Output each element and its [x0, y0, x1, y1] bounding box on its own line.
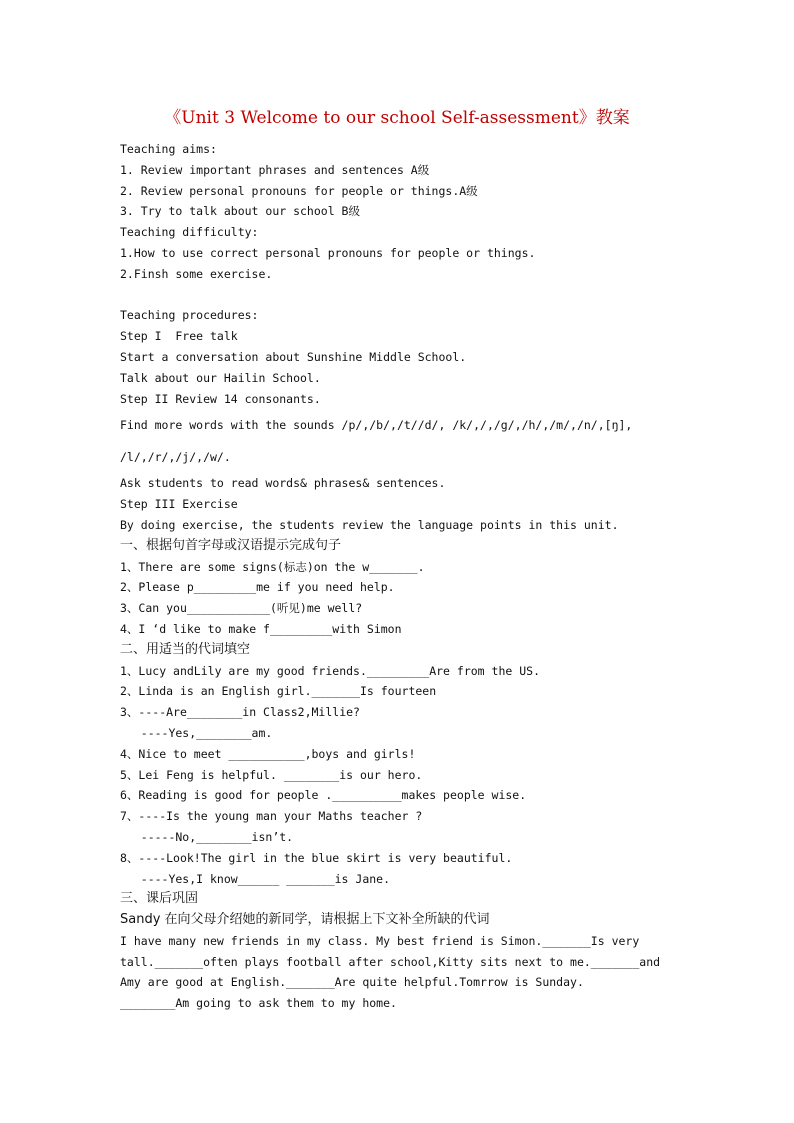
procedure-line: Start a conversation about Sunshine Middle School.: [120, 349, 467, 364]
teaching-procedures-heading: Teaching procedures:: [120, 308, 259, 323]
exercise-item: ----Yes,I know______ _______is Jane.: [120, 871, 391, 886]
exercise-item: 7、----Is the young man your Maths teacher ?: [120, 809, 423, 824]
procedure-line: Step II Review 14 consonants.: [120, 391, 321, 406]
difficulty-item: 2.Finsh some exercise.: [120, 266, 273, 281]
exercise-item: -----No,________isn’t.: [120, 829, 294, 844]
exercise-item: 8、----Look!The girl in the blue skirt is very beautiful.: [120, 850, 513, 865]
teaching-aims-heading: Teaching aims:: [120, 142, 217, 156]
exercise-item: 4、I ‘d like to make f_________with Simon: [120, 621, 402, 636]
exercise-item: 4、Nice to meet ___________,boys and girls!: [120, 746, 416, 761]
aim-item: 3. Try to talk about our school B级: [120, 204, 360, 219]
section-heading: 二、用适当的代词填空: [120, 641, 251, 657]
difficulty-item: 1.How to use correct personal pronouns for people or things.: [120, 245, 536, 260]
procedure-line: Talk about our Hailin School.: [120, 370, 321, 385]
document-body: [120, 139, 740, 1014]
section-instruction: Sandy 在向父母介绍她的新同学，请根据上下文补全所缺的代词: [120, 912, 490, 928]
exercise-item: ----Yes,________am.: [120, 725, 273, 740]
passage-line: ________Am going to ask them to my home.: [120, 996, 397, 1011]
procedure-line: Ask students to read words& phrases& sentences.: [120, 476, 446, 491]
passage-line: tall._______often plays football after school,Kitty sits next to me._______and: [120, 954, 661, 969]
exercise-item: 5、Lei Feng is helpful. ________is our hero.: [120, 767, 423, 782]
section-heading: 一、根据句首字母或汉语提示完成句子: [120, 537, 342, 553]
section-heading: 三、课后巩固: [120, 891, 199, 907]
blank-line: [120, 285, 740, 306]
teaching-difficulty-heading: Teaching difficulty:: [120, 225, 259, 240]
procedure-line: By doing exercise, the students review the language points in this unit.: [120, 517, 619, 532]
aim-item: 1. Review important phrases and sentences A级: [120, 162, 430, 177]
exercise-item: 2、Please p_________me if you need help.: [120, 580, 395, 595]
page-title: 《Unit 3 Welcome to our school Self-assessment》教案: [164, 108, 630, 128]
exercise-item: 3、----Are________in Class2,Millie?: [120, 705, 360, 720]
passage-line: I have many new friends in my class. My best friend is Simon._______Is very: [120, 933, 640, 948]
exercise-item: 2、Linda is an English girl._______Is fourteen: [120, 684, 437, 699]
sounds-line: /l/,/r/,/j/,/w/.: [120, 450, 231, 465]
procedure-line: Step I Free talk: [120, 329, 238, 344]
exercise-item: 6、Reading is good for people .__________makes people wise.: [120, 788, 527, 803]
procedure-line: Step III Exercise: [120, 497, 238, 512]
exercise-item: 1、There are some signs(标志)on the w_______.: [120, 559, 425, 574]
aim-item: 2. Review personal pronouns for people or things.A级: [120, 183, 478, 198]
exercise-item: 3、Can you____________(听见)me well?: [120, 601, 363, 616]
exercise-item: 1、Lucy andLily are my good friends._________Are from the US.: [120, 663, 540, 678]
passage-line: Amy are good at English._______Are quite helpful.Tomrrow is Sunday.: [120, 975, 584, 990]
sounds-line: Find more words with the sounds /p/,/b/,/t//d/, /k/,/,/g/,/h/,/m/,/n/,[ŋ],: [120, 418, 633, 433]
